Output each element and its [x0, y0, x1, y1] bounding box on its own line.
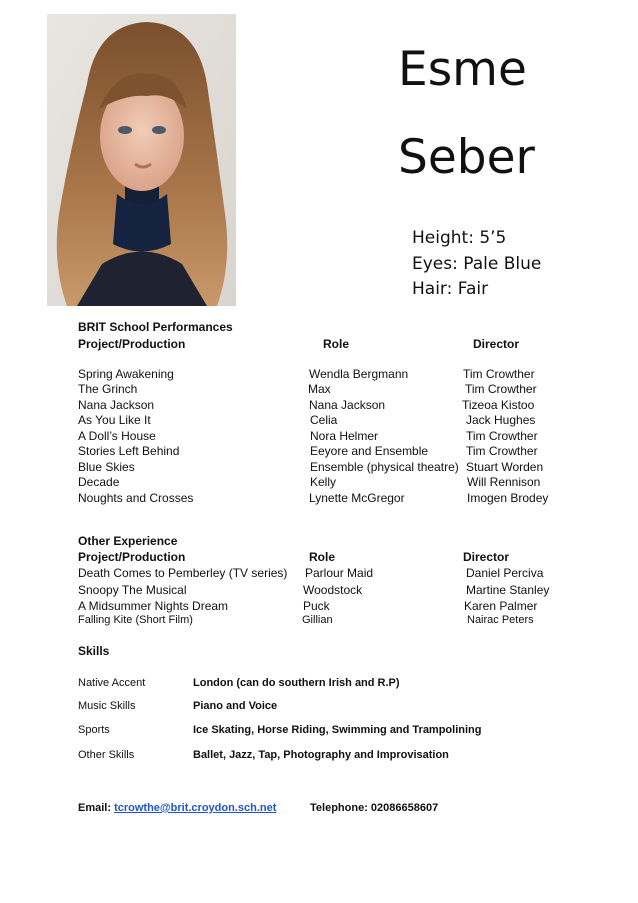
- table-row-role: Lynette McGregor: [309, 491, 405, 505]
- table-row-role: Gillian: [302, 614, 333, 626]
- table-row-role: Puck: [303, 599, 330, 613]
- table-row-role: Nora Helmer: [310, 429, 379, 443]
- telephone: Telephone: 02086658607: [310, 802, 439, 814]
- last-name: Seber: [398, 130, 535, 185]
- table-row-role: Parlour Maid: [305, 566, 374, 580]
- skills-section-title: Skills: [78, 644, 110, 658]
- eyes-stat: Eyes: Pale Blue: [412, 254, 542, 274]
- table-row-role: Celia: [310, 413, 338, 427]
- table-row-director: Daniel Perciva: [466, 566, 544, 580]
- table-row-director: Nairac Peters: [467, 614, 534, 626]
- table-row-project: Falling Kite (Short Film): [78, 614, 193, 626]
- table-row-project: Blue Skies: [78, 460, 135, 474]
- table-row-project: A Doll’s House: [78, 429, 156, 443]
- table-row-project: The Grinch: [78, 382, 138, 396]
- table-row-project: Nana Jackson: [78, 398, 155, 412]
- table-row-director: Will Rennison: [467, 475, 541, 489]
- portrait-image: [47, 14, 236, 306]
- brit-section-title: BRIT School Performances: [78, 320, 233, 334]
- skill-label: Music Skills: [78, 700, 136, 712]
- other-header-role: Role: [309, 550, 336, 564]
- table-row-director: Stuart Worden: [466, 460, 544, 474]
- table-row-director: Imogen Brodey: [467, 491, 549, 505]
- table-row-role: Eeyore and Ensemble: [310, 444, 429, 458]
- skill-value: London (can do southern Irish and R.P): [193, 677, 400, 689]
- brit-header-project: Project/Production: [78, 337, 186, 351]
- table-row-project: Spring Awakening: [78, 367, 174, 381]
- table-row-director: Jack Hughes: [466, 413, 536, 427]
- skill-value: Piano and Voice: [193, 700, 278, 712]
- first-name: Esme: [398, 42, 527, 97]
- table-row-project: Noughts and Crosses: [78, 491, 194, 505]
- table-row-role: Max: [308, 382, 331, 396]
- headshot-photo: [47, 14, 236, 306]
- table-row-director: Tim Crowther: [465, 382, 537, 396]
- hair-stat: Hair: Fair: [412, 279, 489, 299]
- skill-value: Ballet, Jazz, Tap, Photography and Improvisation: [193, 749, 449, 761]
- other-section-title: Other Experience: [78, 534, 178, 548]
- table-row-role: Wendla Bergmann: [309, 367, 409, 381]
- table-row-director: Tim Crowther: [466, 429, 538, 443]
- table-row-director: Tizeoa Kistoo: [462, 398, 535, 412]
- height-stat: Height: 5’5: [412, 228, 507, 248]
- other-header-director: Director: [463, 550, 510, 564]
- other-header-project: Project/Production: [78, 550, 186, 564]
- table-row-director: Tim Crowther: [463, 367, 535, 381]
- table-row-project: Stories Left Behind: [78, 444, 180, 458]
- table-row-project: A Midsummer Nights Dream: [78, 599, 229, 613]
- table-row-project: Snoopy The Musical: [78, 583, 187, 597]
- table-row-director: Martine Stanley: [466, 583, 550, 597]
- skill-value: Ice Skating, Horse Riding, Swimming and Trampolining: [193, 724, 482, 736]
- table-row-role: Woodstock: [303, 583, 363, 597]
- brit-header-director: Director: [473, 337, 520, 351]
- contact-line: [78, 802, 276, 814]
- skill-label: Sports: [78, 724, 110, 736]
- email-label: Email:: [78, 802, 112, 814]
- table-row-project: Decade: [78, 475, 120, 489]
- table-row-director: Tim Crowther: [466, 444, 538, 458]
- email-link[interactable]: tcrowthe@brit.croydon.sch.net: [114, 802, 277, 814]
- table-row-role: Kelly: [310, 475, 337, 489]
- table-row-director: Karen Palmer: [464, 599, 538, 613]
- skill-label: Other Skills: [78, 749, 135, 761]
- brit-header-role: Role: [323, 337, 350, 351]
- table-row-role: Nana Jackson: [309, 398, 386, 412]
- table-row-project: As You Like It: [78, 413, 151, 427]
- skill-label: Native Accent: [78, 677, 146, 689]
- table-row-project: Death Comes to Pemberley (TV series): [78, 566, 288, 580]
- table-row-role: Ensemble (physical theatre): [310, 460, 459, 474]
